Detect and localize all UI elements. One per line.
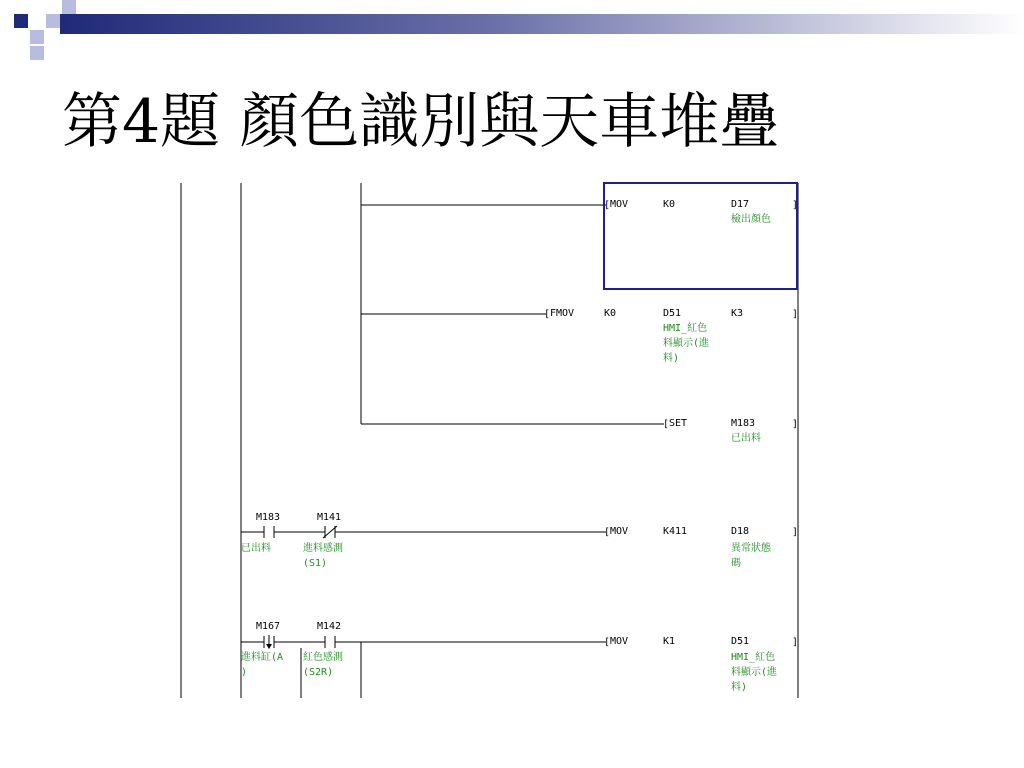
bracket-close: ] [792, 200, 799, 211]
mov1-src: K0 [663, 199, 676, 210]
rung3-dst-comment-3: 料) [731, 682, 748, 693]
rung2-instr: MOV [610, 526, 629, 537]
bracket-open: [ [663, 419, 670, 430]
bracket-open: [ [604, 527, 611, 538]
rung2-dst-comment-1: 異常狀態 [731, 543, 771, 554]
mov1-dst: D17 [731, 199, 750, 210]
slide-title: 第4題 顏色識別與天車堆疊 [62, 87, 780, 157]
rung3-src: K1 [663, 636, 676, 647]
bracket-open: [ [544, 309, 551, 320]
rung3-instr: MOV [610, 636, 629, 647]
rung3-contact2-comment-1: 紅色感測 [303, 652, 343, 663]
set-dst: M183 [731, 418, 756, 429]
rung3-contact1-comment-2: ) [241, 667, 248, 678]
rung3-fall-arrow-head [266, 644, 272, 649]
rung2-contact1-comment: 已出料 [241, 543, 271, 554]
bracket-open: [ [604, 637, 611, 648]
bracket-open: [ [604, 200, 611, 211]
rung2-contact2-comment-2: (S1) [303, 558, 328, 569]
rung2-dst-comment-2: 碼 [731, 558, 741, 569]
rung2-contact1-device: M183 [256, 512, 281, 523]
bracket-close: ] [792, 309, 799, 320]
mov1-instr: MOV [610, 199, 629, 210]
rung3-contact1-device: M167 [256, 621, 281, 632]
set-dst-comment: 已出料 [731, 433, 761, 444]
rung2-src: K411 [663, 526, 688, 537]
set-instr: SET [669, 418, 688, 429]
fmov-dst-comment-3: 料) [663, 353, 680, 364]
rung2-contact2-device: M141 [317, 512, 342, 523]
rung3-dst: D51 [731, 636, 750, 647]
fmov-dst-comment-1: HMI_紅色 [663, 323, 708, 334]
rung3-contact2-comment-2: (S2R) [303, 667, 334, 678]
rung3-dst-comment-2: 料顯示(進 [731, 667, 778, 678]
mov1-dst-comment: 檢出顏色 [731, 214, 771, 225]
rung3-contact1-comment-1: 進料缸(A [241, 652, 284, 663]
rung3-dst-comment-1: HMI_紅色 [731, 652, 776, 663]
rung2-dst: D18 [731, 526, 750, 537]
rung2-contact2-comment-1: 進料感測 [303, 543, 343, 554]
fmov-count: K3 [731, 308, 744, 319]
fmov-instr: FMOV [550, 308, 575, 319]
fmov-src: K0 [604, 308, 617, 319]
fmov-dst-comment-2: 料顯示(進 [663, 338, 710, 349]
fmov-dst: D51 [663, 308, 682, 319]
selection-box [604, 183, 797, 289]
bracket-close: ] [792, 527, 799, 538]
bracket-close: ] [792, 637, 799, 648]
bracket-close: ] [792, 419, 799, 430]
rung3-contact2-device: M142 [317, 621, 342, 632]
